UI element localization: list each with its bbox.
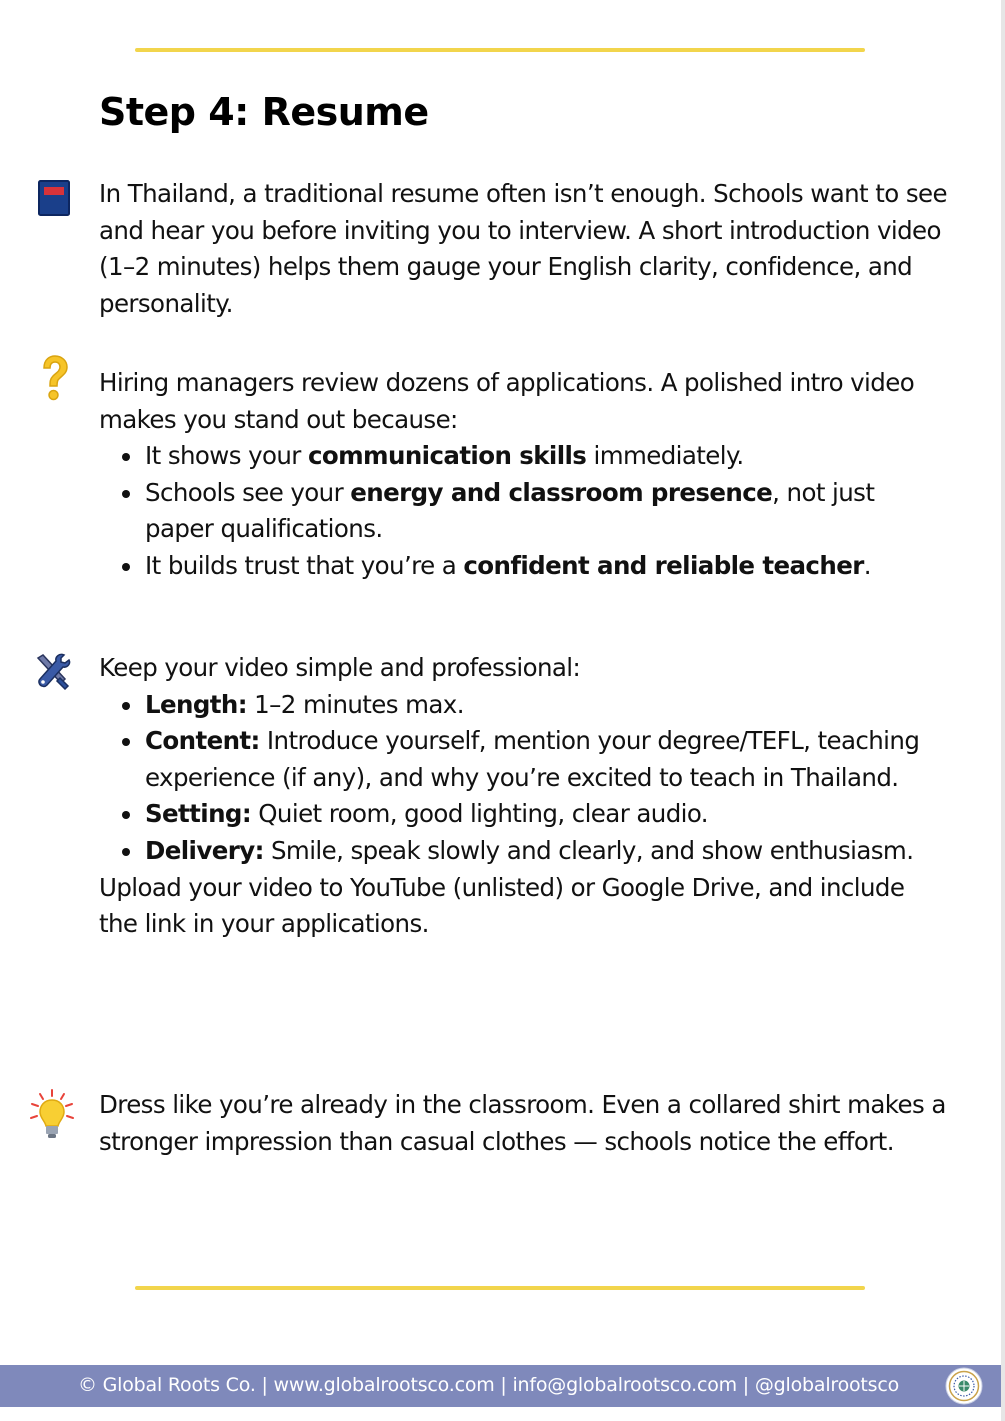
top-accent-rule (135, 48, 865, 52)
dress-tip-section (99, 1087, 949, 1160)
list-item (145, 475, 949, 548)
tips-bullet-list (99, 687, 949, 870)
bullet-text: , not just paper qualifications. (145, 477, 875, 544)
list-item (145, 438, 949, 475)
bullet-text: immediately. (586, 441, 744, 471)
tips-closing: Upload your video to YouTube (unlisted) or Google Drive, and include the link in your applications. (99, 872, 905, 939)
footer-contact-text: © Global Roots Co. | www.globalrootsco.com | info@globalrootsco.com | @globalrootsco (78, 1374, 900, 1396)
bullet-emphasis: Delivery: (145, 835, 264, 865)
bullet-emphasis: confident and reliable teacher (463, 550, 864, 580)
why-paragraph: Hiring managers review dozens of applications. A polished intro video makes you stand out because: (99, 368, 915, 434)
footer-bar (0, 1365, 1001, 1407)
list-item (145, 687, 949, 724)
bullet-text: Introduce yourself, mention your degree/TEFL, teaching experience (if any), and why you’re excited to teach in Thailand. (145, 726, 920, 792)
intro-section (99, 176, 949, 322)
bullet-emphasis: Length: (145, 689, 247, 719)
lightbulb-icon (28, 1088, 76, 1142)
dress-tip-paragraph: Dress like you’re already in the classroom. Even a collared shirt makes a stronger impression than casual clothes — schools notice the effort. (99, 1090, 946, 1156)
bullet-text: Schools see your (145, 477, 351, 507)
why-section (99, 365, 949, 585)
list-item (145, 796, 949, 833)
bullet-emphasis: Content: (145, 726, 260, 756)
page-edge (1001, 0, 1005, 1421)
bullet-emphasis: Setting: (145, 799, 252, 829)
tips-paragraph: Keep your video simple and professional: (99, 653, 581, 682)
intro-paragraph: In Thailand, a traditional resume often isn’t enough. Schools want to see and hear you before inviting you to interview. A short introduction video (1–2 minutes) helps them gauge your English clarity, confidence, and personality. (99, 179, 947, 318)
company-seal-icon (945, 1367, 983, 1405)
bullet-emphasis: communication skills (307, 441, 587, 471)
why-bullet-list (99, 438, 949, 584)
bullet-text: It shows your (145, 441, 308, 471)
bullet-emphasis: energy and classroom presence (350, 477, 773, 507)
list-item (145, 833, 949, 870)
list-item (145, 548, 949, 585)
bullet-text: Quiet room, good lighting, clear audio. (251, 799, 708, 829)
tools-icon (34, 652, 72, 690)
tips-section (99, 650, 949, 943)
question-mark-icon (38, 354, 72, 402)
bottom-accent-rule (135, 1286, 865, 1290)
bullet-text: Smile, speak slowly and clearly, and show enthusiasm. (263, 835, 914, 865)
bullet-text: It builds trust that you’re a (145, 550, 464, 580)
book-icon (38, 180, 70, 216)
page-title: Step 4: Resume (99, 90, 429, 134)
bullet-text: . (863, 550, 871, 580)
list-item (145, 723, 949, 796)
bullet-text: 1–2 minutes max. (246, 689, 464, 719)
